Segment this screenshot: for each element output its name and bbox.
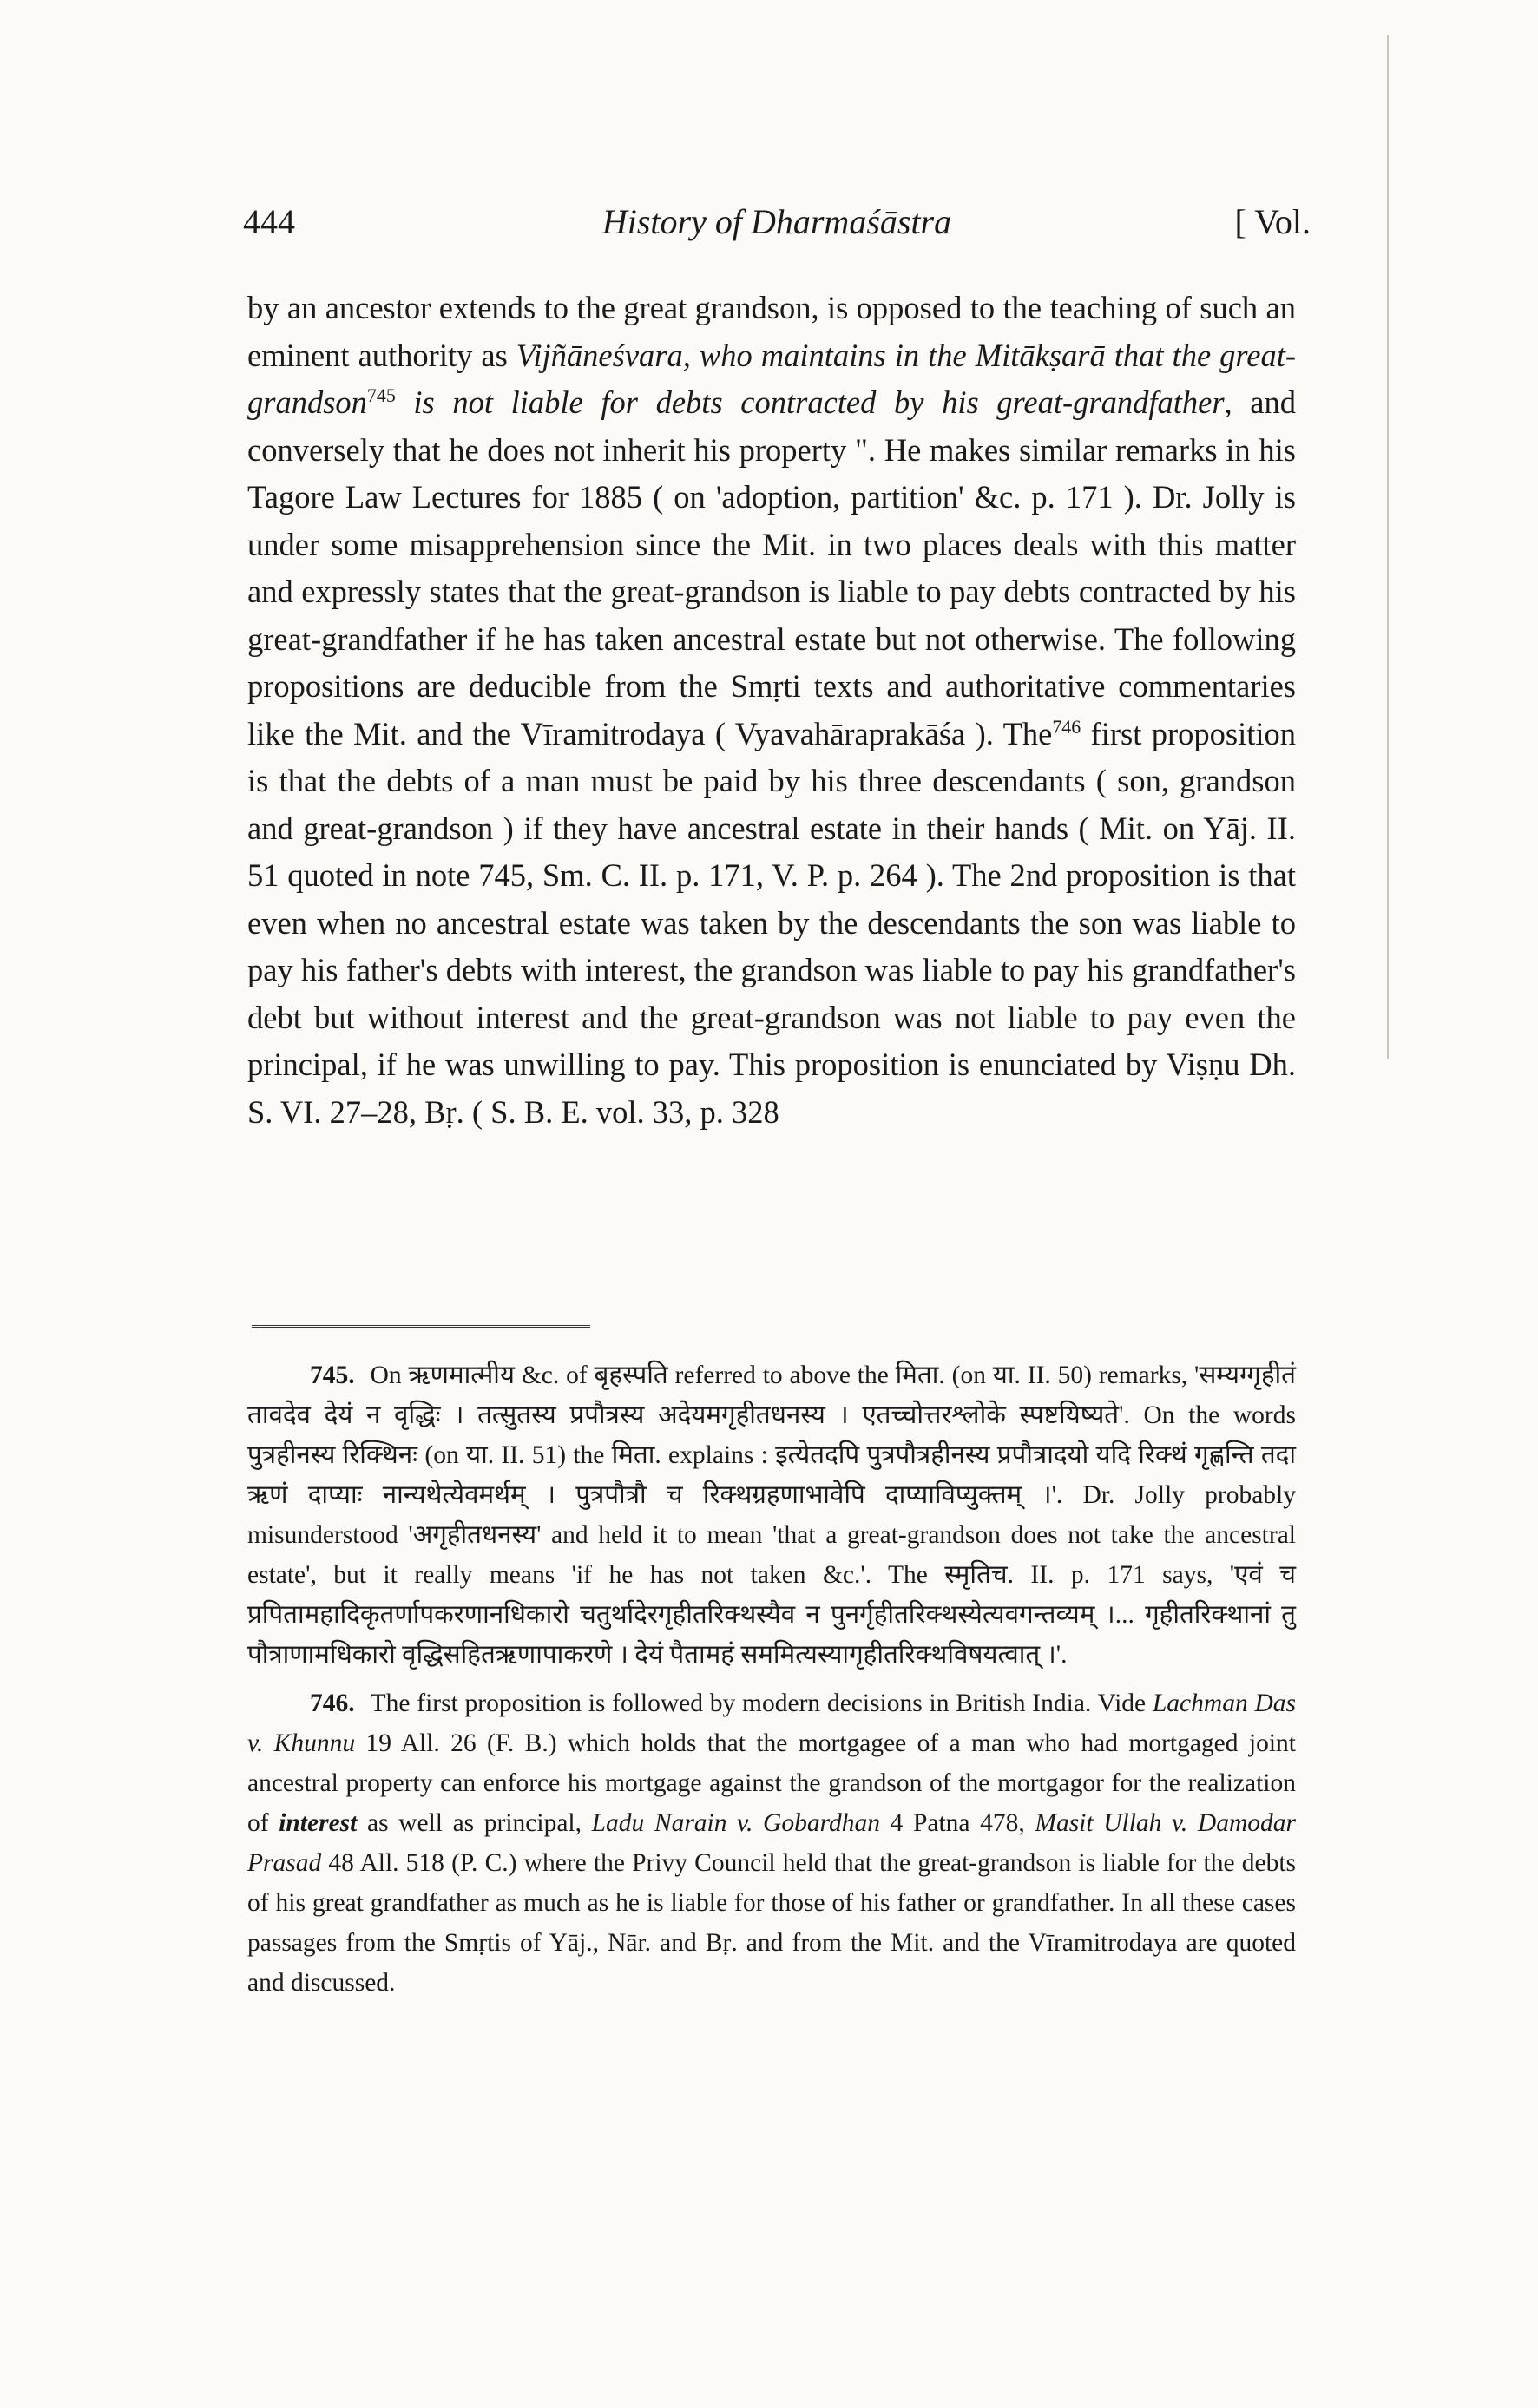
case-name: Ladu Narain v. Gobardhan bbox=[591, 1809, 880, 1837]
page-header bbox=[243, 201, 1311, 253]
text-run: first proposition is that the debts of a man must be paid by his three descendants ( son, grandson and great-grandson ) if they have ancestral estate in their hands ( Mit. on Yāj. II. 51 quoted in note 745, Sm. C. II. p. 171, V. P. p. 264 ). The 2nd proposition is that even when no ancestral estate was taken by the descendants the son was liable to pay his father's debts with interest, the grandson was liable to pay his grandfather's debt but without interest and the great-grandson was not liable to pay even the principal, if he was unwilling to pay. This proposition is enunciated by Viṣṇu Dh. S. VI. 27–28, Bṛ. ( S. B. E. vol. 33, p. 328 bbox=[247, 715, 1297, 1130]
footnote-text: The first proposition is followed by modern decisions in British India. Vide bbox=[370, 1690, 1153, 1717]
text-run: , and conversely that he does not inherit his property ". He makes similar remarks in his Tagore Law Lectures for 1885 ( on 'adoption, partition' &c. p. 171 ). Dr. Jolly is under some misapprehension since the Mit. in two places deals with this matter and expressly states that the great-grandson is liable to pay debts contracted by his great-grandfather if he has taken ancestral estate but not otherwise. The following propositions are deducible from the Smṛti texts and authoritative commentaries like the Mit. and the Vīramitrodaya ( Vyavahāraprakāśa ). The bbox=[247, 384, 1297, 751]
footnote-text: as well as principal, bbox=[357, 1809, 592, 1837]
footnote-ref-746: 746 bbox=[1052, 715, 1081, 738]
footnote-text: 48 All. 518 (P. C.) where the Privy Council held that the great-grandson is liable for the debts of his great grandfather as much as he is liable for those of his father or grandfather. In all these cases passages from the Smṛtis of Yāj., Nār. and Bṛ. and from the Mit. and the Vīramitrodaya are quoted and discussed. bbox=[247, 1849, 1296, 1997]
footnote-745 bbox=[247, 1355, 1296, 1675]
emphasis: interest bbox=[279, 1809, 358, 1837]
footnotes bbox=[247, 1355, 1296, 2011]
case-name: Masit Ullah v. Damodar Prasad bbox=[247, 1809, 1296, 1877]
running-title: History of Dharmaśāstra bbox=[601, 202, 952, 241]
volume-marker: [ Vol. bbox=[1234, 202, 1311, 241]
text-run: by an ancestor extends to the great grandson, is opposed to the teaching of such an eminent authority as bbox=[247, 290, 1296, 373]
footnote-label: 746. bbox=[310, 1690, 355, 1717]
footnote-separator bbox=[252, 1325, 590, 1328]
footnote-ref-745: 745 bbox=[366, 384, 396, 406]
footnote-746 bbox=[247, 1683, 1296, 2003]
main-paragraph bbox=[247, 285, 1296, 1136]
page-edge-line bbox=[1387, 35, 1389, 1059]
case-name: Lachman Das v. Khunnu bbox=[247, 1690, 1296, 1757]
italic-run: Vijñāneśvara, who maintains in the Mitākṣarā that the great-grandson bbox=[247, 337, 1296, 420]
footnote-text: 4 Patna 478, bbox=[879, 1809, 1035, 1837]
italic-run: is not liable for debts contracted by his great-grandfather bbox=[395, 384, 1225, 420]
footnote-label: 745. bbox=[310, 1361, 355, 1389]
footnote-text: 19 All. 26 (F. B.) which holds that the mortgagee of a man who had mortgaged joint ancestral property can enforce his mortgage against the grandson of the mortgagor for the realization of bbox=[247, 1729, 1296, 1837]
main-text bbox=[247, 285, 1296, 1136]
footnote-text: On ऋणमात्मीय &c. of बृहस्पति referred to above the मिता. (on या. II. 50) remarks, 'सम्यग्गृहीतं तावदेव देयं न वृद्धिः । तत्सुतस्य प्रपौत्रस्य अदेयमगृहीतधनस्य । एतच्चोत्तरश्लोके स्पष्टयिष्यते'. On the words पुत्रहीनस्य रिक्थिनः (on या. II. 51) the मिता. explains : इत्येतदपि पुत्रपौत्रहीनस्य प्रपौत्रादयो यदि रिक्थं गृह्णन्ति तदा ऋणं दाप्याः नान्यथेत्येवमर्थम् । पुत्रपौत्रौ च रिक्थग्रहणाभावेपि दाप्याविप्युक्तम् ।'. Dr. Jolly probably misunderstood 'अगृहीतधनस्य' and held it to mean 'that a great-grandson does not take the ancestral estate', but it really means 'if he has not taken &c.'. The स्मृतिच. II. p. 171 says, 'एवं च प्रपितामहादिकृतर्णापकरणानधिकारो चतुर्थादेरगृहीतरिक्थस्यैव न पुनर्गृहीतरिक्थस्येत्यवगन्तव्यम् ।... गृहीतरिक्थानां तु पौत्राणामधिकारो वृद्धिसहितऋणापाकरणे । देयं पैतामहं सममित्यस्यागृहीतरिक्थविषयत्वात् ।'. bbox=[247, 1361, 1296, 1669]
page-number: 444 bbox=[243, 202, 295, 241]
